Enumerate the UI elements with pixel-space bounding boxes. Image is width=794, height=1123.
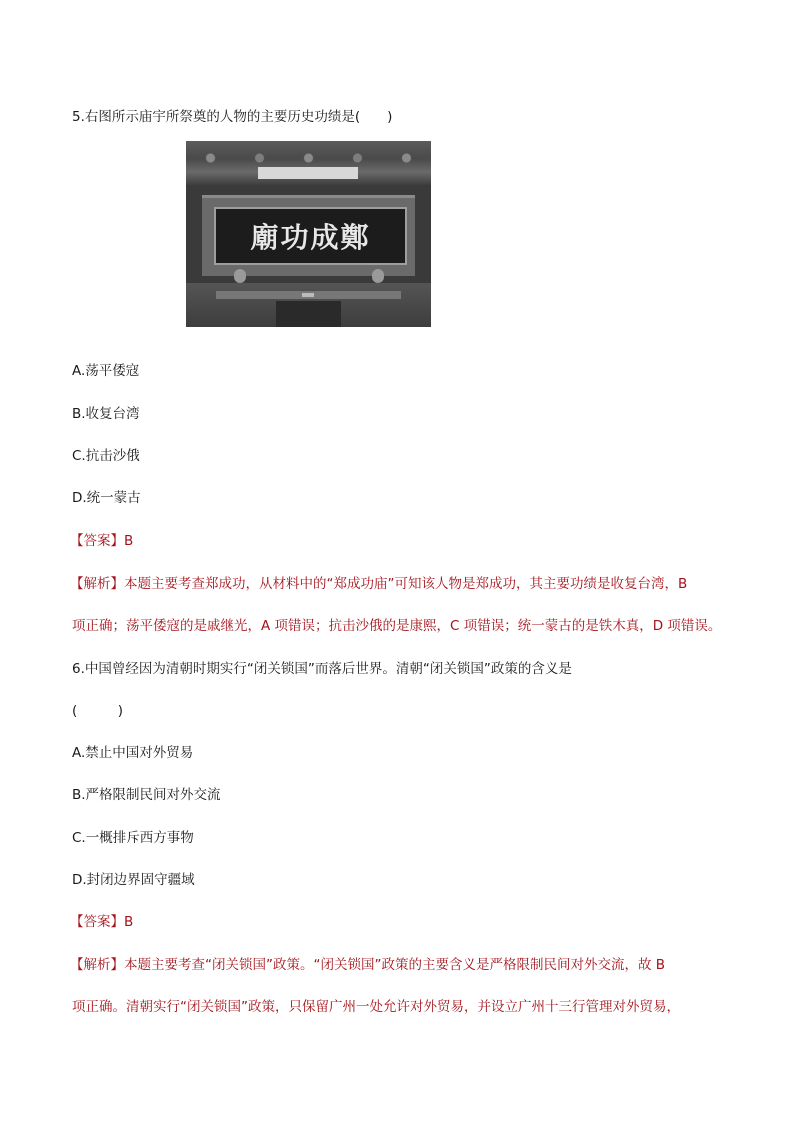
analysis-text: 本题主要考查郑成功，从材料中的“郑成功庙”可知该人物是郑成功，其主要功绩是收复台湾，B (124, 576, 688, 592)
q5-option-a: A.荡平倭寇 (72, 363, 140, 379)
q5-option-d: D.统一蒙古 (72, 490, 141, 506)
q6-stem-line1: 6.中国曾经因为清朝时期实行“闭关锁国”而落后世界。清朝“闭关锁国”政策的含义是 (72, 661, 572, 677)
q6-option-d: D.封闭边界固守疆域 (72, 872, 195, 888)
plaque-text: 廟功成鄭 (250, 221, 371, 254)
photo-lantern-right (372, 269, 384, 283)
photo-doorway (276, 301, 341, 327)
answer-value: B (124, 914, 134, 930)
photo-plaque-board (214, 207, 407, 265)
answer-value: B (124, 533, 134, 549)
analysis-label: 【解析】 (70, 576, 124, 592)
q6-option-b: B.严格限制民间对外交流 (72, 787, 221, 803)
q5-answer (70, 532, 133, 550)
q5-option-b: B.收复台湾 (72, 406, 140, 422)
photo-small-sign (302, 293, 314, 297)
q5-analysis-line1 (70, 575, 687, 593)
q5-option-c: C.抗击沙俄 (72, 448, 140, 464)
q5-stem: 5.右图所示庙宇所祭奠的人物的主要历史功绩是( ) (72, 109, 393, 125)
analysis-text: 本题主要考查“闭关锁国”政策。“闭关锁国”政策的主要含义是严格限制民间对外交流，故 B (124, 957, 666, 973)
temple-plaque-photo (186, 141, 431, 327)
q5-analysis-line2: 项正确；荡平倭寇的是戚继光，A 项错误；抗击沙俄的是康熙，C 项错误；统一蒙古的是铁木真，D 项错误。 (72, 618, 722, 634)
answer-label: 【答案】 (70, 533, 124, 549)
analysis-label: 【解析】 (70, 957, 124, 973)
photo-roof-ornaments (186, 147, 431, 169)
answer-label: 【答案】 (70, 914, 124, 930)
photo-beam (258, 167, 358, 179)
photo-lantern-left (234, 269, 246, 283)
q6-answer (70, 913, 133, 931)
q6-option-a: A.禁止中国对外贸易 (72, 745, 194, 761)
q6-analysis-line1 (70, 956, 665, 974)
q6-option-c: C.一概排斥西方事物 (72, 830, 194, 846)
q6-stem-line2: ( ) (72, 703, 124, 719)
q6-analysis-line2: 项正确。清朝实行“闭关锁国”政策，只保留广州一处允许对外贸易，并设立广州十三行管理对外贸易， (72, 999, 680, 1015)
